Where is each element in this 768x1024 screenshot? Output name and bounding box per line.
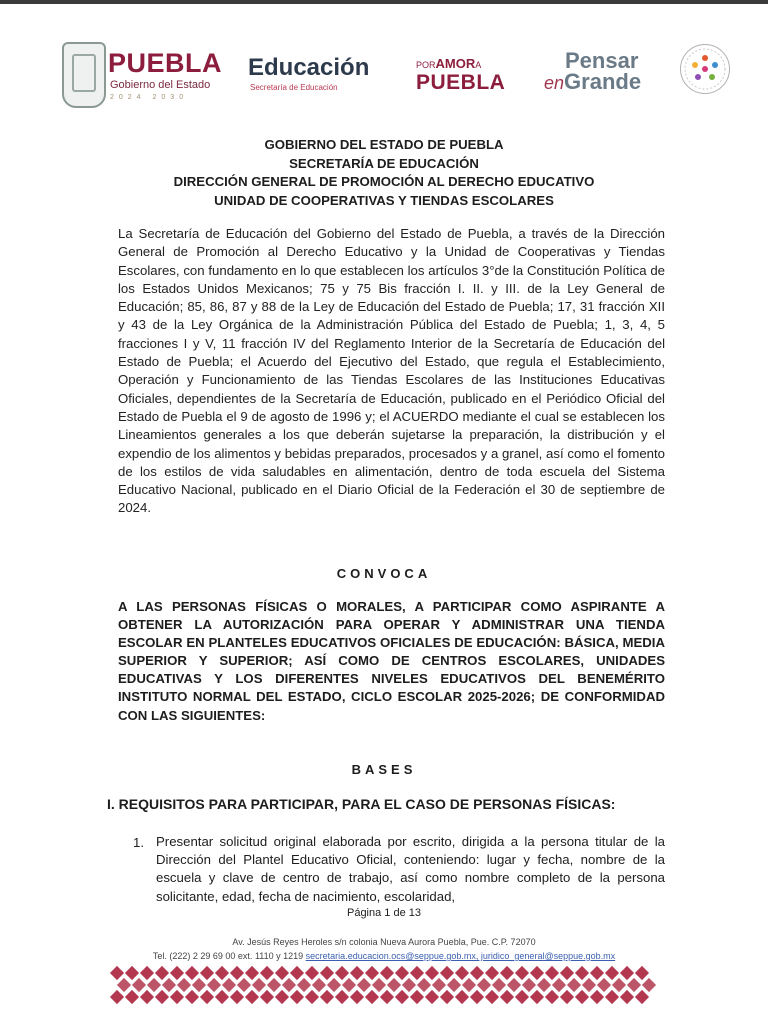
pattern-diamond-icon [470, 990, 484, 1004]
pattern-diamond-icon [215, 990, 229, 1004]
pattern-diamond-icon [515, 966, 529, 980]
pattern-diamond-icon [395, 990, 409, 1004]
pattern-diamond-icon [237, 978, 251, 992]
convoca-title: CONVOCA [336, 566, 432, 581]
pattern-diamond-icon [185, 966, 199, 980]
pattern-diamond-icon [635, 966, 649, 980]
heading-line-secretariat: SECRETARÍA DE EDUCACIÓN [289, 155, 479, 171]
pattern-diamond-icon [170, 990, 184, 1004]
por-amor-por: POR [416, 60, 436, 70]
pattern-diamond-icon [200, 990, 214, 1004]
pattern-diamond-icon [530, 990, 544, 1004]
pattern-diamond-icon [620, 966, 634, 980]
pattern-diamond-icon [402, 978, 416, 992]
pattern-diamond-icon [245, 990, 259, 1004]
footer-contact [0, 951, 768, 961]
pattern-diamond-icon [425, 966, 439, 980]
pattern-diamond-icon [335, 990, 349, 1004]
educacion-logo-subtitle: Secretaría de Educación [250, 83, 338, 92]
pattern-diamond-icon [327, 978, 341, 992]
pattern-diamond-icon [372, 978, 386, 992]
pattern-diamond-icon [110, 966, 124, 980]
pattern-diamond-icon [605, 966, 619, 980]
por-amor-logo-puebla: PUEBLA [416, 71, 506, 94]
pattern-diamond-icon [462, 978, 476, 992]
pattern-diamond-icon [350, 990, 364, 1004]
pattern-diamond-icon [567, 978, 581, 992]
pattern-diamond-icon [170, 966, 184, 980]
pattern-diamond-icon [320, 966, 334, 980]
header-logos [60, 38, 730, 110]
pattern-diamond-icon [492, 978, 506, 992]
pattern-diamond-icon [192, 978, 206, 992]
pattern-diamond-icon [590, 966, 604, 980]
pattern-diamond-icon [440, 990, 454, 1004]
pattern-diamond-icon [350, 966, 364, 980]
pattern-diamond-icon [335, 966, 349, 980]
pattern-diamond-icon [500, 966, 514, 980]
pattern-diamond-icon [545, 990, 559, 1004]
pattern-diamond-icon [342, 978, 356, 992]
intro-paragraph: La Secretaría de Educación del Gobierno del Estado de Puebla, a través de la Dirección General de Promoción al Derecho Educativo y la Unidad de Cooperativas y Tiendas Escolares, con fundamento en lo que establecen los artículos 3°de la Constitución Política de los Estados Unidos Mexicanos; 75 y 75 Bis fracción I. II. y III. de la Ley General de Educación; 85, 86, 87 y 88 de la Ley de Educación del Estado de Puebla; 17, 31 fracción XII y 43 de la Ley Orgánica de la Administración Pública del Estado de Puebla; 1, 3, 4, 5 fracciones I y V, 11 fracción IV del Reglamento Interior de la Secretaría de Educación del Estado de Puebla; el Acuerdo del Ejecutivo del Estado, que regula el Establecimiento, Operación y Funcionamiento de las Tiendas Escolares de las Instituciones Educativas Oficiales, dependientes de la Secretaría de Educación, publicado en el Periódico Oficial del Estado de Puebla el 9 de agosto de 1996 y; el ACUERDO mediante el cual se establecen los Lineamientos generales a los que deberán sujetarse la preparación, la distribución y el expendio de los alimentos y bebidas preparados, procesados y a granel, así como el fomento de los estilos de vida saludables en alimentación, dentro de toda escuela del Sistema Educativo Nacional, publicado en el Diario Oficial de la Federación el 30 de septiembre de 2024. [118, 226, 665, 516]
pattern-diamond-icon [387, 978, 401, 992]
pattern-diamond-icon [440, 966, 454, 980]
pattern-diamond-icon [530, 966, 544, 980]
por-amor-amor: AMOR [435, 56, 476, 71]
pattern-diamond-icon [230, 990, 244, 1004]
pattern-diamond-icon [147, 978, 161, 992]
pattern-diamond-icon [597, 978, 611, 992]
pattern-diamond-icon [470, 966, 484, 980]
footer-email-links[interactable]: secretaria.educacion.ocs@seppue.gob.mx, juridico_general@seppue.gob.mx [305, 951, 616, 961]
pattern-diamond-icon [410, 990, 424, 1004]
pattern-diamond-icon [560, 990, 574, 1004]
pensar-grande-logo-en: en [544, 73, 565, 93]
pattern-diamond-icon [275, 990, 289, 1004]
pattern-diamond-icon [207, 978, 221, 992]
pensar-grande-logo-pensar: Pensar [565, 48, 639, 73]
pattern-diamond-icon [635, 990, 649, 1004]
pattern-diamond-icon [290, 990, 304, 1004]
pattern-diamond-icon [575, 990, 589, 1004]
pattern-diamond-icon [200, 966, 214, 980]
pattern-diamond-icon [477, 978, 491, 992]
puebla-logo-subtitle: Gobierno del Estado [110, 79, 211, 91]
bases-title: BASES [351, 762, 417, 777]
pattern-diamond-icon [260, 966, 274, 980]
pattern-diamond-icon [365, 990, 379, 1004]
pattern-diamond-icon [410, 966, 424, 980]
puebla-logo-word: PUEBLA [108, 48, 223, 78]
pattern-diamond-icon [500, 990, 514, 1004]
circular-seal-icon [680, 44, 730, 94]
pattern-diamond-icon [230, 966, 244, 980]
footer-phone: Tel. (222) 2 29 69 00 ext. 1110 y 1219 [152, 951, 304, 961]
pattern-diamond-icon [305, 990, 319, 1004]
pattern-diamond-icon [545, 966, 559, 980]
pattern-diamond-icon [455, 966, 469, 980]
pattern-diamond-icon [447, 978, 461, 992]
pattern-diamond-icon [642, 978, 656, 992]
pensar-grande-logo-grande-word: Grande [564, 69, 642, 94]
pattern-diamond-icon [612, 978, 626, 992]
pattern-diamond-icon [245, 966, 259, 980]
pattern-diamond-icon [155, 990, 169, 1004]
pattern-diamond-icon [155, 966, 169, 980]
pattern-diamond-icon [117, 978, 131, 992]
pattern-diamond-icon [320, 990, 334, 1004]
pattern-diamond-icon [590, 990, 604, 1004]
pattern-diamond-icon [140, 990, 154, 1004]
pattern-diamond-icon [380, 966, 394, 980]
pattern-diamond-icon [515, 990, 529, 1004]
pattern-diamond-icon [162, 978, 176, 992]
pattern-diamond-icon [215, 966, 229, 980]
scan-top-edge [0, 0, 768, 4]
educacion-logo-word: Educación [248, 54, 370, 81]
footer-address: Av. Jesús Reyes Heroles s/n colonia Nueva Aurora Puebla, Pue. C.P. 72070 [232, 937, 536, 947]
pattern-diamond-icon [432, 978, 446, 992]
pattern-diamond-icon [222, 978, 236, 992]
pattern-diamond-icon [582, 978, 596, 992]
pattern-diamond-icon [275, 966, 289, 980]
pattern-diamond-icon [575, 966, 589, 980]
pattern-diamond-icon [417, 978, 431, 992]
pattern-diamond-icon [357, 978, 371, 992]
pattern-diamond-icon [132, 978, 146, 992]
decorative-pattern-band [112, 966, 657, 1004]
pattern-diamond-icon [177, 978, 191, 992]
pattern-diamond-icon [455, 990, 469, 1004]
pattern-diamond-icon [560, 966, 574, 980]
puebla-logo-years: 2024 2030 [110, 94, 189, 101]
pattern-diamond-icon [365, 966, 379, 980]
section-title: I. REQUISITOS PARA PARTICIPAR, PARA EL CASO DE PERSONAS FÍSICAS: [107, 796, 616, 812]
list-item-number: 1. [133, 835, 144, 850]
pattern-diamond-icon [282, 978, 296, 992]
pattern-diamond-icon [267, 978, 281, 992]
pattern-diamond-icon [537, 978, 551, 992]
pattern-diamond-icon [185, 990, 199, 1004]
pensar-grande-logo-grande [544, 69, 641, 95]
pattern-diamond-icon [605, 990, 619, 1004]
page-number: Página 1 de 13 [346, 907, 421, 919]
puebla-emblem-icon [62, 42, 106, 108]
pattern-diamond-icon [252, 978, 266, 992]
call-paragraph: A LAS PERSONAS FÍSICAS O MORALES, A PARTICIPAR COMO ASPIRANTE A OBTENER LA AUTORIZACIÓN PARA OPERAR Y ADMINISTRAR UNA TIENDA ESCOLAR EN PLANTELES EDUCATIVOS OFICIALES DE EDUCACIÓN: BÁSICA, MEDIA SUPERIOR Y SUPERIOR; ASÍ COMO DE CENTROS ESCOLARES, UNIDADES EDUCATIVAS Y LOS DIFERENTES NIVELES EDUCATIVOS DEL BENEMÉRITO INSTITUTO NORMAL DEL ESTADO, CICLO ESCOLAR 2025-2026; DE CONFORMIDAD CON LAS SIGUIENTES: [118, 599, 665, 723]
pattern-diamond-icon [297, 978, 311, 992]
pattern-diamond-icon [485, 990, 499, 1004]
pattern-diamond-icon [507, 978, 521, 992]
pattern-diamond-icon [312, 978, 326, 992]
pattern-diamond-icon [522, 978, 536, 992]
pattern-diamond-icon [290, 966, 304, 980]
pattern-diamond-icon [260, 990, 274, 1004]
heading-line-government: GOBIERNO DEL ESTADO DE PUEBLA [264, 137, 504, 152]
pattern-diamond-icon [425, 990, 439, 1004]
pattern-diamond-icon [485, 966, 499, 980]
pattern-diamond-icon [305, 966, 319, 980]
pattern-diamond-icon [380, 990, 394, 1004]
pattern-diamond-icon [627, 978, 641, 992]
pattern-diamond-icon [125, 966, 139, 980]
pattern-diamond-icon [140, 966, 154, 980]
pattern-diamond-icon [552, 978, 566, 992]
pattern-diamond-icon [395, 966, 409, 980]
por-amor-a: A [475, 60, 482, 70]
heading-line-direction: DIRECCIÓN GENERAL DE PROMOCIÓN AL DERECHO EDUCATIVO [173, 174, 595, 189]
seal-figures-icon [681, 45, 729, 93]
pattern-diamond-icon [110, 990, 124, 1004]
heading-line-unit: UNIDAD DE COOPERATIVAS Y TIENDAS ESCOLARES [214, 192, 554, 208]
list-item-text: Presentar solicitud original elaborada por escrito, dirigida a la persona titular de la Dirección del Plantel Educativo Oficial, conteniendo: lugar y fecha, nombre de la escuela y clave de centro de trabajo, así como nombre completo de la persona solicitante, edad, fecha de nacimiento, escolaridad, [156, 834, 665, 904]
por-amor-logo-top [416, 56, 481, 71]
document-heading [0, 136, 768, 210]
pattern-diamond-icon [620, 990, 634, 1004]
pattern-diamond-icon [125, 990, 139, 1004]
